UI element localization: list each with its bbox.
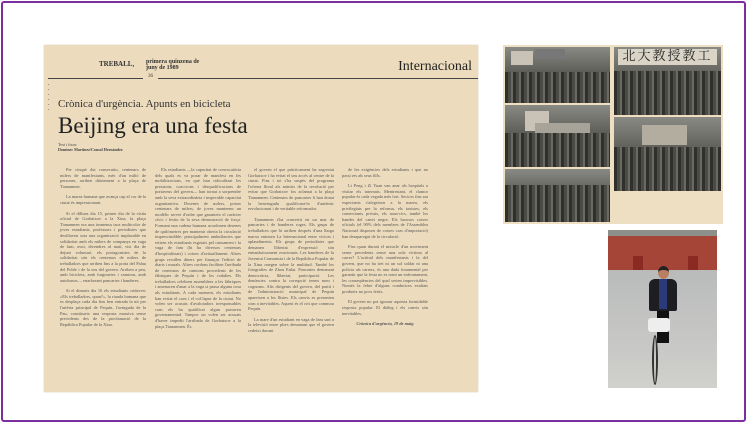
paragraph: La mare d'un estudiant en vaga de fam surt a la televisió entre plors demanant que el govern cedeixi davant [248,316,334,334]
paragraph: Si el dilluns dia 15, primer dia de la visita oficial de Gorbatxov a la Xina, la plaça Tiananmen era una immensa taca multicolor de joves estudiants, professors i periodistes que desfilaven sota una organització implacable en solidaritat amb els milers de companys en vaga de fam, avui, divendres al matí, vist dia de dejuni voluntari, els protagonistes de la solidaritat són els centenars de milers de treballadors que arriben fins a la porta del Palau del Poble i de la seu del govern. Arriben a peu, amb bicicleta, amb furgonetes i camions, amb autobusos..., enarborant pancartes i banderes. [60,210,146,283]
photo-marchers [614,117,721,191]
article-kicker: Crònica d'urgència. Apunts en bicicleta [58,98,231,110]
page-number: 36 [148,74,153,79]
protest-photo-collage [503,45,723,224]
banner-text: 北大教授教工 [618,49,717,65]
newspaper-clipping [44,45,478,392]
newspaper-name: TREBALL, [99,60,135,68]
article-column-4 [342,167,428,332]
signoff: Crònica d'urgència, 19 de maig [356,321,414,327]
section-name: Internacional [398,59,472,74]
photo-professors-banner [614,47,721,115]
issue-date: primera quinzena de juny de 1989 [146,59,200,71]
paragraph: Per cinquè dia consecutiu, centenars de milers de manifestants, més d'un milió de persones, arriben diàriament a la plaça de Tiananmen. [60,167,146,189]
paragraph: La marea humana que avança cap al cor de la ciutat és impressionant. [60,194,146,205]
photo-square-crowd [505,169,610,222]
article-column-2 [155,167,241,334]
paragraph: de les exigències dels estudiants i que no passi res als seus fills. [342,167,428,178]
article-title: Beijing era una festa [58,113,248,138]
paragraph: El govern no pot ignorar aquesta formidable resposta popular. El diàleg i els canvis són inevitables. [342,299,428,316]
paragraph: el govern el que pràcticament ha segrestat Gorbatxov i ha evitat el seu accés al centre de la ciutat. Fins i tot s'ha suspès del programa l'ofrena floral als màrtirs de la revolució per evitar que Gorbatxov fos aclamat a la plaça Tiananmen. Centenars de pancartes li han donat la benvinguda qualificant-lo d'autèntic revolucionari i de veritable reformador. [248,167,334,212]
header-rule [158,78,478,79]
paragraph: Tiananmen s'ha convertit en un mar de pancartes i de banderes roges. Els grups de treballadors que hi arriben després d'una llarga marxa entonen La Internacional entre víctors i aplaudiments. Els grups de periodistes que demanen llibertat d'expressió són entusiàsticament ovacionats. Les banderes de la Joventut Comunista i de la República Popular de la Xina onegen sobre la multitud. També les fotografies de Zhou Enlai. Pancartes demanant democràcia, llibertat, participació. Les denúncies contra la corrupció tenen nom i cognoms. Alts dirigents del govern, del partit i de l'administració municipal de Pequín apareixen a les llistes. Els canvis es presenten com a inevitables. Aquest és el crit que commou Pequín. [248,216,334,312]
header-rule [48,78,143,79]
byline-label: Text i fotos: [58,142,78,147]
article-column-1 [60,167,146,332]
photo-cyclist-forbidden-city [608,230,717,388]
byline [58,142,123,152]
photo-banners [505,105,610,167]
paragraph: Li Peng i Zi Yuan van anar als hospitals a visitar els internats. Mentrestant, el clamor popular és cada vegada més fort. Sectors fins ara expectants s'afegeixen a la marea, els privilegiats per la reforma, els taxistes, els comerciants privats, els nous-rics, també les bandes del canvi negre. Els luxosos cotxes oficials (el 90% dels membres de l'Assemblea Nacional disposen de cotxes cars d'importació) han desaparegut de la circulació. [342,183,428,239]
paragraph: Fins quan durarà el miracle d'un moviment sense precedents sense una sola víctima al carrer? L'actitud dels manifestants i la del govern, que no ha tret ni un sol soldat ni una policia als carrers, és una dada fonamental per garantir que la festa no es torni un enfrontament, les conseqüències del qual serien imprevisibles. Només la febre d'alguns conductors exaltats produeix no pocs ferits. [342,244,428,294]
paragraph: Els estudiants —la capacitat de convocatòria dels quals es va posar de manifest en les mobilitzacions, en què han ridiculitzat les pressions, coaccions i desqualificacions de portaveus del govern— han tornat a sorprendre amb la seva extraordinària i impecable capacitat organitzativa. Desenes de milers, potser centenars de milers, de joves mantenen un modèlic servei d'ordre que garanteix el caràcter cívic i festiu de la seva demostració de força. Formant una cadena humana acordonen desenes de quilòmetres per mantenir oberta la circulació imprescindible: principalment ambulàncies que retiren els estudiants esgotats pel cansament i la vaga de fam (hi ha diversos centenars d'hospitalitzats) i cotxes d'avituallament. Altres grups recullen diners per finançar l'edició de diaris i murals. Altres cordons faciliten l'arribada de centenars de camions procedents de les fàbriques de Pequín i de les rodalies. Els treballadors celebren assemblees a les fàbriques i amenacen d'anar a la vaga si passa alguna cosa als estudiants. A cada moment, els estudiants han evitat el caos i el col·lapse de la ciutat. No volen ser acusats d'avalotadors irresponsables com els ha qualificat algun portaveu governamental. Tampoc no volen ser acusats d'haver impedit l'arribada de Gorbatxov a la plaça Tiananmen. És [155,167,241,329]
byline-authors: Dominec Martínez/Consol Hernández [58,147,123,152]
article-column-3 [248,167,334,339]
photo-crowd-flags [505,47,610,103]
margin-marks: • • • • • • [48,82,50,112]
paragraph: Si el dimarts dia 16 els estudiants cridaven: «Els treballadors, quan?», la riuada humana que es desplaça cada dia fins ben entrada la nit per l'artèria principal de Pequín, l'avinguda de la Pau, constitueix una resposta massiva sense precedents des de la proclamació de la República Popular de la Xina. [60,288,146,327]
